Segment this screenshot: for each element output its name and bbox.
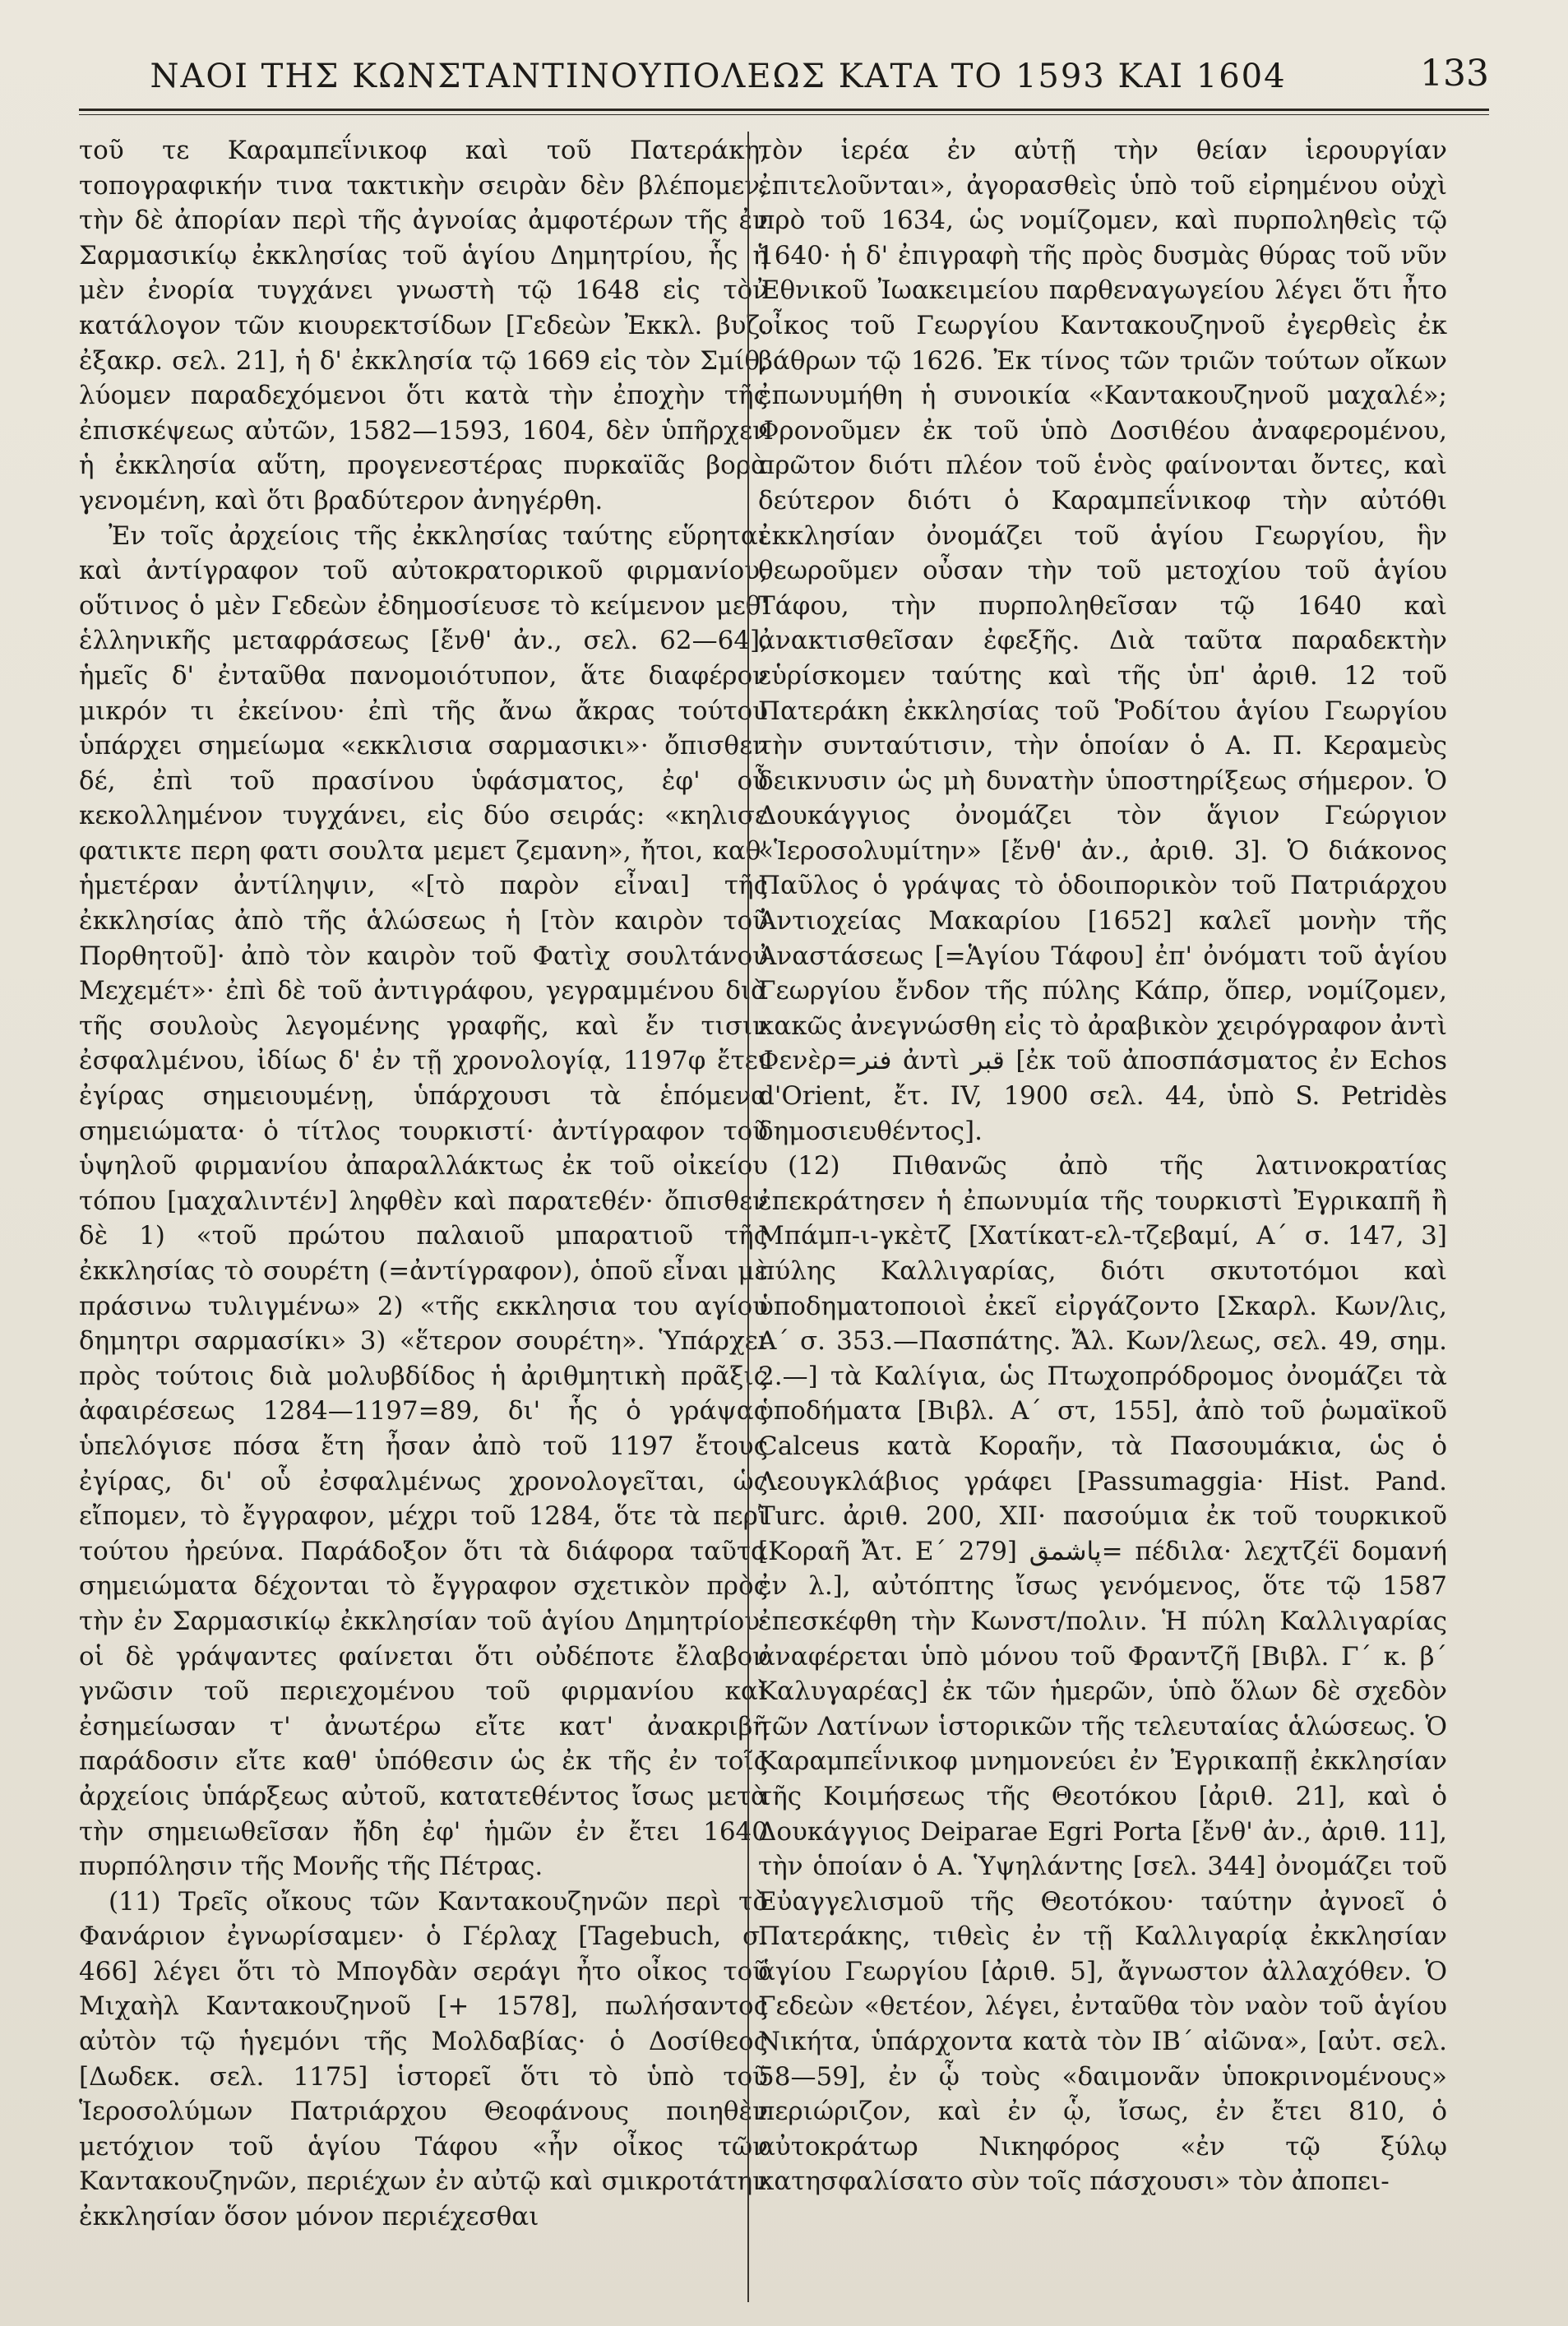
header-rule — [79, 109, 1489, 111]
left-column — [79, 133, 768, 2235]
paragraph: (11) Τρεῖς οἴκους τῶν Καντακουζηνῶν περὶ τὸ Φανάριον ἐγνωρίσαμεν· ὁ Γέρλαχ [Tagebuch, σ. 466] λέγει ὅτι τὸ Μπογδὰν σεράγι ἦτο οἶκος τοῦ Μιχαὴλ Καντακουζηνοῦ [+ 1578], πωλήσαντος αὐτὸν τῷ ἡγεμόνι τῆς Μολδαβίας· ὁ Δοσίθεος [Δωδεκ. σελ. 1175] ἱστορεῖ ὅτι τὸ ὑπὸ τοῦ Ἱεροσολύμων Πατριάρχου Θεοφάνους ποιηθὲν μετόχιον τοῦ ἁγίου Τάφου «ἦν οἶκος τῶν Καντακουζηνῶν, περιέχων ἐν αὐτῷ καὶ σμικροτάτην ἐκκλησίαν ὅσον μόνον περιέχεσθαι — [79, 1886, 768, 2232]
page-number: 133 — [1420, 53, 1489, 95]
column-divider — [747, 132, 749, 2302]
right-column — [758, 133, 1447, 2199]
running-head: ΝΑΟΙ ΤΗΣ ΚΩΝΣΤΑΝΤΙΝΟΥΠΟΛΕΩΣ ΚΑΤΑ ΤΟ 1593 ΚΑΙ 1604 — [150, 58, 1287, 95]
paragraph: τοῦ τε Καραμπεΐνικοφ καὶ τοῦ Πατεράκη, τοπογραφικήν τινα τακτικὴν σειρὰν δὲν βλέπομεν, τὴν δὲ ἀπορίαν περὶ τῆς ἀγνοίας ἀμφοτέρων τῆς ἐν Σαρμασικίῳ ἐκκλησίας τοῦ ἁγίου Δημητρίου, ἧς ἡ μὲν ἐνορία τυγχάνει γνωστὴ τῷ 1648 εἰς τὸν κατάλογον τῶν κιουρεκτσίδων [Γεδεὼν Ἐκκλ. βυζ. ἐξακρ. σελ. 21], ἡ δ' ἐκκλησία τῷ 1669 εἰς τὸν Σμίθ, λύομεν παραδεχόμενοι ὅτι κατὰ τὴν ἐποχὴν τῆς ἐπισκέψεως αὐτῶν, 1582—1593, 1604, δὲν ὑπῆρχεν ἡ ἐκκλησία αὕτη, προγενεστέρας πυρκαϊᾶς βορὰ γενομένη, καὶ ὅτι βραδύτερον ἀνηγέρθη. — [79, 136, 768, 516]
paragraph: (12) Πιθανῶς ἀπὸ τῆς λατινοκρατίας ἐπεκράτησεν ἡ ἐπωνυμία τῆς τουρκιστὶ Ἐγρικαπῆ ἢ Μπάμπ-ι-γκὲτζ [Χατίκατ-ελ-τζεβαμί, Α΄ σ. 147, 3] πύλης Καλλιγαρίας, διότι σκυτοτόμοι καὶ ὑποδηματοποιοὶ ἐκεῖ εἰργάζοντο [Σκαρλ. Κων/λις, Α΄ σ. 353.—Πασπάτης. Ἄλ. Κων/λεως, σελ. 49, σημ. 2.—] τὰ Καλίγια, ὡς Πτωχοπρόδρομος ὀνομάζει τὰ ὑποδήματα [Βιβλ. Α΄ στ, 155], ἀπὸ τοῦ ῥωμαϊκοῦ Calceus κατὰ Κοραῆν, τὰ Πασουμάκια, ὡς ὁ Λεουγκλάβιος γράφει [Passumaggia· Hist. Pand. Turc. ἀριθ. 200, XII· πασούμια ἐκ τοῦ τουρκικοῦ [Κοραῆ Ἄτ. Ε΄ 279] پاشمق= πέδιλα· λεχτζέϊ δομανή ἐν λ.], αὐτόπτης ἴσως γενόμενος, ὅτε τῷ 1587 ἐπεσκέφθη τὴν Κωνστ/πολιν. Ἡ πύλη Καλλιγαρίας ἀναφέρεται ὑπὸ μόνου τοῦ Φραντζῆ [Βιβλ. Γ΄ κ. β΄ Καλυγαρέας] ἐκ τῶν ἡμερῶν, ὑπὸ ὅλων δὲ σχεδὸν τῶν Λατίνων ἱστορικῶν τῆς τελευταίας ἁλώσεως. Ὁ Καραμπεΐνικοφ μνημονεύει ἐν Ἐγρικαπῇ ἐκκλησίαν τῆς Κοιμήσεως τῆς Θεοτόκου [ἀριθ. 21], καὶ ὁ Δουκάγγιος Deiparae Egri Porta [ἔνθ' ἀν., ἀριθ. 11], τὴν ὁποίαν ὁ Α. Ὑψηλάντης [σελ. 344] ὀνομάζει τοῦ Εὐαγγελισμοῦ τῆς Θεοτόκου· ταύτην ἀγνοεῖ ὁ Πατεράκης, τιθεὶς ἐν τῇ Καλλιγαρίᾳ ἐκκλησίαν ἁγίου Γεωργίου [ἀριθ. 5], ἄγνωστον ἀλλαχόθεν. Ὁ Γεδεὼν «θετέον, λέγει, ἐνταῦθα τὸν ναὸν τοῦ ἁγίου Νικήτα, ὑπάρχοντα κατὰ τὸν ΙΒ΄ αἰῶνα», [αὐτ. σελ. 58—59], ἐν ᾧ τοὺς «δαιμονᾶν ὑποκρινομένους» περιώριζον, καὶ ἐν ᾧ, ἴσως, ἐν ἔτει 810, ὁ αὐτοκράτωρ Νικηφόρος «ἐν τῷ ξύλῳ κατησφαλίσατο σὺν τοῖς πάσχουσι» τὸν ἀποπει- — [758, 1151, 1447, 2197]
header-rule-thin — [79, 114, 1489, 115]
page-header — [79, 43, 1489, 109]
paragraph: τὸν ἱερέα ἐν αὐτῇ τὴν θείαν ἱερουργίαν ἐπιτελοῦνται», ἀγορασθεὶς ὑπὸ τοῦ εἰρημένου οὐχὶ πρὸ τοῦ 1634, ὡς νομίζομεν, καὶ πυρποληθεὶς τῷ 1640· ἡ δ' ἐπιγραφὴ τῆς πρὸς δυσμὰς θύρας τοῦ νῦν Ἐθνικοῦ Ἰωακειμείου παρθεναγωγείου λέγει ὅτι ἦτο οἶκος τοῦ Γεωργίου Καντακουζηνοῦ ἐγερθεὶς ἐκ βάθρων τῷ 1626. Ἐκ τίνος τῶν τριῶν τούτων οἴκων ἐπωνυμήθη ἡ συνοικία «Καντακουζηνοῦ μαχαλέ»; Φρονοῦμεν ἐκ τοῦ ὑπὸ Δοσιθέου ἀναφερομένου, πρῶτον διότι πλέον τοῦ ἑνὸς φαίνονται ὄντες, καὶ δεύτερον διότι ὁ Καραμπεΐνικοφ τὴν αὐτόθι ἐκκλησίαν ὀνομάζει τοῦ ἁγίου Γεωργίου, ἣν θεωροῦμεν οὖσαν τὴν τοῦ μετοχίου τοῦ ἁγίου Τάφου, τὴν πυρποληθεῖσαν τῷ 1640 καὶ ἀνακτισθεῖσαν ἐφεξῆς. Διὰ ταῦτα παραδεκτὴν εὑρίσκομεν ταύτης καὶ τῆς ὑπ' ἀριθ. 12 τοῦ Πατεράκη ἐκκλησίας τοῦ Ῥοδίτου ἁγίου Γεωργίου τὴν συνταύτισιν, τὴν ὁποίαν ὁ Α. Π. Κεραμεὺς δεικνυσιν ὡς μὴ δυνατὴν ὑποστηρίξεως σήμερον. Ὁ Δουκάγγιος ὀνομάζει τὸν ἅγιον Γεώργιον «Ἱεροσολυμίτην» [ἔνθ' ἀν., ἀριθ. 3]. Ὁ διάκονος Παῦλος ὁ γράψας τὸ ὁδοιπορικὸν τοῦ Πατριάρχου Ἀντιοχείας Μακαρίου [1652] καλεῖ μονὴν τῆς Ἀναστάσεως [=Ἁγίου Τάφου] ἐπ' ὀνόματι τοῦ ἁγίου Γεωργίου ἔνδον τῆς πύλης Κάπρ, ὅπερ, νομίζομεν, κακῶς ἀνεγνώσθη εἰς τὸ ἀραβικὸν χειρόγραφον ἀντὶ Φενὲρ=فنر ἀντὶ قبر [ἐκ τοῦ ἀποσπάσματος ἐν Echos d'Orient, ἔτ. IV, 1900 σελ. 44, ὑπὸ S. Petridès δημοσιευθέντος]. — [758, 136, 1447, 1146]
paragraph: Ἐν τοῖς ἀρχείοις τῆς ἐκκλησίας ταύτης εὕρηται καὶ ἀντίγραφον τοῦ αὐτοκρατορικοῦ φιρμανίου, οὕτινος ὁ μὲν Γεδεὼν ἐδημοσίευσε τὸ κείμενον μεθ' ἑλληνικῆς μεταφράσεως [ἔνθ' ἀν., σελ. 62—64], ἡμεῖς δ' ἐνταῦθα πανομοιότυπον, ἅτε διαφέρον μικρόν τι ἐκείνου· ἐπὶ τῆς ἄνω ἄκρας τούτου ὑπάρχει σημείωμα «εκκλισια σαρμασικι»· ὄπισθεν δέ, ἐπὶ τοῦ πρασίνου ὑφάσματος, ἐφ' οὗ κεκολλημένον τυγχάνει, εἰς δύο σειράς: «κηλισε φατικτε περη φατι σουλτα μεμετ ζεμανη», ἤτοι, καθ' ἡμετέραν ἀντίληψιν, «[τὸ παρὸν εἶναι] τῆς ἐκκλησίας ἀπὸ τῆς ἁλώσεως ἡ [τὸν καιρὸν τοῦ Πορθητοῦ]· ἀπὸ τὸν καιρὸν τοῦ Φατὶχ σουλτάνου Μεχεμέτ»· ἐπὶ δὲ τοῦ ἀντιγράφου, γεγραμμένου διὰ τῆς σουλοὺς λεγομένης γραφῆς, καὶ ἔν τισιν ἐσφαλμένου, ἰδίως δ' ἐν τῇ χρονολογίᾳ, 1197φ ἔτει ἐγίρας σημειουμένῃ, ὑπάρχουσι τὰ ἑπόμενα σημειώματα· ὁ τίτλος τουρκιστί· ἀντίγραφον τοῦ ὑψηλοῦ φιρμανίου ἀπαραλλάκτως ἐκ τοῦ οἰκείου τόπου [μαχαλιντέν] ληφθὲν καὶ παρατεθέν· ὄπισθεν δὲ 1) «τοῦ πρώτου παλαιοῦ μπαρατιοῦ τῆς ἐκκλησίας τὸ σουρέτη (=ἀντίγραφον), ὁποῦ εἶναι μὲ πράσινω τυλιγμένω» 2) «τῆς εκκλησια του αγίου δημητρι σαρμασίκι» 3) «ἕτερον σουρέτη». Ὑπάρχει πρὸς τούτοις διὰ μολυβδίδος ἡ ἀριθμητικὴ πρᾶξις ἀφαιρέσεως 1284—1197=89, δι' ἧς ὁ γράψας ὑπελόγισε πόσα ἔτη ἦσαν ἀπὸ τοῦ 1197 ἔτους ἐγίρας, δι' οὗ ἐσφαλμένως χρονολογεῖται, ὡς εἴπομεν, τὸ ἔγγραφον, μέχρι τοῦ 1284, ὅτε τὰ περὶ τούτου ἠρεύνα. Παράδοξον ὅτι τὰ διάφορα ταῦτα σημειώματα δέχονται τὸ ἔγγραφον σχετικὸν πρὸς τὴν ἐν Σαρμασικίῳ ἐκκλησίαν τοῦ ἁγίου Δημητρίου· οἱ δὲ γράψαντες φαίνεται ὅτι οὐδέποτε ἔλαβον γνῶσιν τοῦ περιεχομένου τοῦ φιρμανίου καὶ ἐσημείωσαν τ' ἀνωτέρω εἴτε κατ' ἀνακριβῆ παράδοσιν εἴτε καθ' ὑπόθεσιν ὡς ἐκ τῆς ἐν τοῖς ἀρχείοις ὑπάρξεως αὐτοῦ, κατατεθέντος ἴσως μετὰ τὴν σημειωθεῖσαν ἤδη ἐφ' ἡμῶν ἐν ἔτει 1640 πυρπόλησιν τῆς Μονῆς τῆς Πέτρας. — [79, 520, 768, 1882]
